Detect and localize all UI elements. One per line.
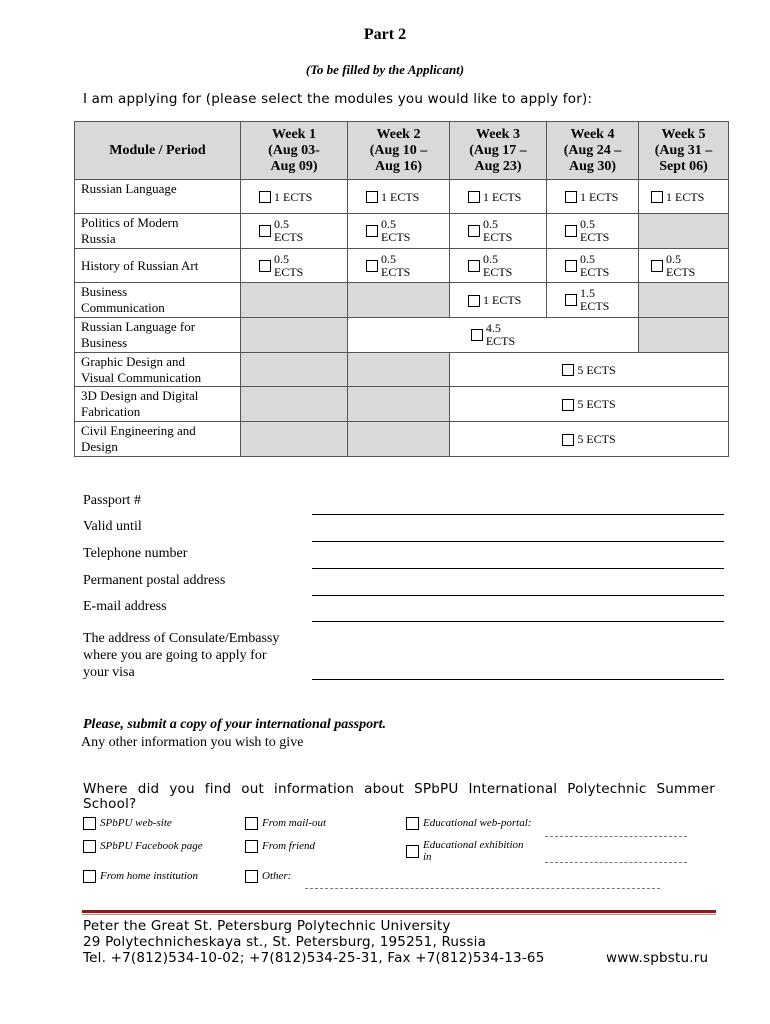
credit-label: 0.5 ECTS <box>381 217 411 244</box>
module-option <box>639 180 729 214</box>
option-home-institution[interactable]: From home institution <box>83 870 198 883</box>
unavailable-cell <box>241 422 348 457</box>
module-option <box>450 214 547 249</box>
credit-label: 0.5 ECTS <box>666 251 696 279</box>
telephone-field[interactable] <box>312 568 724 569</box>
header-week-2 <box>348 122 450 180</box>
option-friend[interactable]: From friend <box>245 840 315 853</box>
credit-label: 0.5 ECTS <box>483 251 513 279</box>
option-facebook[interactable]: SPbPU Facebook page <box>83 840 203 853</box>
module-name-line: Fabrication <box>81 404 141 419</box>
unavailable-cell <box>348 353 450 387</box>
module-name-line: Communication <box>81 300 165 315</box>
module-name-line: Civil Engineering and <box>81 423 196 438</box>
checkbox[interactable] <box>468 260 480 272</box>
module-option <box>547 283 639 318</box>
week-label: Week 2 <box>376 126 421 142</box>
option-mailout[interactable]: From mail-out <box>245 817 326 830</box>
credit-label: 0.5 ECTS <box>274 251 304 279</box>
header-module-period: Module / Period <box>75 122 241 180</box>
module-option <box>450 249 547 283</box>
week-label: Week 3 <box>476 126 520 142</box>
consulate-label: The address of Consulate/Embassy where you are going to apply for your visa <box>83 631 280 680</box>
module-option <box>241 249 348 283</box>
week-dates: Sept 06) <box>659 158 708 174</box>
credit-label: 1 ECTS <box>483 293 522 308</box>
checkbox[interactable] <box>259 191 271 203</box>
table-row <box>75 318 729 353</box>
checkbox[interactable] <box>562 434 574 446</box>
checkbox[interactable] <box>565 294 577 306</box>
module-option <box>450 353 729 387</box>
module-option <box>348 214 450 249</box>
credit-label: 0.5 ECTS <box>580 251 610 279</box>
week-dates: Aug 09) <box>270 158 318 174</box>
checkbox[interactable] <box>565 260 577 272</box>
module-name <box>75 353 241 387</box>
module-option <box>450 387 729 422</box>
checkbox[interactable] <box>83 840 96 853</box>
header-week-4 <box>547 122 639 180</box>
modules-table <box>74 121 729 457</box>
module-name <box>75 283 241 318</box>
unavailable-cell <box>639 318 729 353</box>
module-name-line: Russian Language for <box>81 319 196 334</box>
module-option <box>547 180 639 214</box>
module-name: Russian Language <box>75 180 241 214</box>
checkbox[interactable] <box>565 225 577 237</box>
week-dates: Aug 30) <box>568 158 617 174</box>
week-dates: (Aug 17 – <box>469 142 527 158</box>
passport-field[interactable] <box>312 514 724 515</box>
credit-label: 0.5 ECTS <box>381 251 411 279</box>
footer-university: Peter the Great St. Petersburg Polytechnic University <box>83 918 451 934</box>
checkbox[interactable] <box>259 225 271 237</box>
week-dates: Aug 16) <box>374 158 423 174</box>
checkbox[interactable] <box>406 845 419 858</box>
table-row <box>75 214 729 249</box>
checkbox[interactable] <box>651 191 663 203</box>
table-header-row <box>75 122 729 180</box>
unavailable-cell <box>241 283 348 318</box>
module-option <box>241 214 348 249</box>
credit-label: 1 ECTS <box>580 189 619 204</box>
module-name <box>75 422 241 457</box>
unavailable-cell <box>241 318 348 353</box>
credit-label: 1.5 ECTS <box>580 286 610 313</box>
option-other[interactable]: Other: <box>245 870 291 883</box>
module-option <box>348 180 450 214</box>
webportal-field[interactable] <box>545 836 687 837</box>
passport-copy-note: Please, submit a copy of your international passport. <box>83 717 386 732</box>
option-exhibition[interactable] <box>406 839 524 863</box>
checkbox[interactable] <box>366 260 378 272</box>
unavailable-cell <box>348 422 450 457</box>
footer-divider <box>82 910 716 913</box>
table-row <box>75 180 729 214</box>
credit-label: 4.5 ECTS <box>485 321 516 348</box>
checkbox[interactable] <box>562 364 574 376</box>
module-option <box>639 249 729 283</box>
exhibition-field[interactable] <box>545 862 687 863</box>
table-row <box>75 387 729 422</box>
exhibition-label: Educational exhibition in <box>423 839 524 863</box>
module-name <box>75 214 241 249</box>
week-dates: Aug 23) <box>474 158 522 174</box>
module-name <box>75 318 241 353</box>
credit-label: 5 ECTS <box>577 397 616 412</box>
unavailable-cell <box>241 387 348 422</box>
module-option <box>547 249 639 283</box>
table-row <box>75 283 729 318</box>
credit-label: 1 ECTS <box>483 189 522 204</box>
credit-label: 0.5 ECTS <box>274 217 304 244</box>
module-option <box>450 283 547 318</box>
credit-label: 0.5 ECTS <box>483 217 513 244</box>
checkbox[interactable] <box>366 225 378 237</box>
checkbox[interactable] <box>259 260 271 272</box>
header-week-5 <box>639 122 729 180</box>
module-name-line: Design <box>81 439 118 454</box>
source-question-cont: School? <box>83 796 137 812</box>
email-field[interactable] <box>312 621 724 622</box>
footer-address: 29 Polytechnicheskaya st., St. Petersburg, 195251, Russia <box>83 934 487 950</box>
checkbox[interactable] <box>366 191 378 203</box>
module-name-line: Business <box>81 284 128 299</box>
credit-label: 5 ECTS <box>577 362 616 377</box>
unavailable-cell <box>348 387 450 422</box>
unavailable-cell <box>639 283 729 318</box>
week-dates: (Aug 03- <box>268 142 320 158</box>
checkbox[interactable] <box>565 191 577 203</box>
credit-label: 0.5 ECTS <box>580 217 610 244</box>
checkbox[interactable] <box>83 817 96 830</box>
module-option <box>241 180 348 214</box>
other-field[interactable] <box>305 888 660 889</box>
header-week-1 <box>241 122 348 180</box>
checkbox[interactable] <box>245 870 258 883</box>
postal-address-field[interactable] <box>312 595 724 596</box>
unavailable-cell <box>241 353 348 387</box>
checkbox[interactable] <box>471 329 483 341</box>
table-row <box>75 353 729 387</box>
credit-label: 5 ECTS <box>577 432 616 447</box>
form-subtitle: (To be filled by the Applicant) <box>305 62 465 77</box>
telephone-label: Telephone number <box>83 546 188 561</box>
credit-label: 1 ECTS <box>381 189 420 204</box>
checkbox[interactable] <box>651 260 663 272</box>
option-webportal[interactable]: Educational web-portal: <box>406 817 531 830</box>
module-name <box>75 387 241 422</box>
credit-label: 1 ECTS <box>666 189 705 204</box>
postal-address-label: Permanent postal address <box>83 573 226 588</box>
other-info-label: Any other information you wish to give <box>81 735 304 750</box>
consulate-address-field[interactable] <box>312 679 724 680</box>
source-question: Where did you find out information about SPbPU International Polytechnic Summer <box>83 781 715 797</box>
passport-label: Passport # <box>83 493 141 508</box>
header-week-3 <box>450 122 547 180</box>
footer-phones: Tel. +7(812)534-10-02; +7(812)534-25-31, Fax +7(812)534-13-65 <box>83 950 545 966</box>
module-name: History of Russian Art <box>75 249 241 283</box>
week-dates: (Aug 24 – <box>563 142 622 158</box>
checkbox[interactable] <box>83 870 96 883</box>
week-label: Week 5 <box>661 126 706 142</box>
checkbox[interactable] <box>245 817 258 830</box>
module-option <box>450 180 547 214</box>
table-row <box>75 422 729 457</box>
checkbox[interactable] <box>406 817 419 830</box>
checkbox[interactable] <box>468 191 480 203</box>
checkbox[interactable] <box>245 840 258 853</box>
module-option <box>348 318 639 353</box>
module-option <box>348 249 450 283</box>
week-dates: (Aug 31 – <box>654 142 713 158</box>
module-name-line: Graphic Design and <box>81 354 185 369</box>
checkbox[interactable] <box>562 399 574 411</box>
module-name-line: Business <box>81 335 128 350</box>
part-title: Part 2 <box>363 26 407 43</box>
week-dates: (Aug 10 – <box>369 142 428 158</box>
email-label: E-mail address <box>83 599 167 614</box>
module-name-line: Politics of Modern <box>81 215 179 230</box>
footer-divider-thin <box>82 914 716 915</box>
checkbox[interactable] <box>468 225 480 237</box>
unavailable-cell <box>639 214 729 249</box>
module-option <box>450 422 729 457</box>
valid-until-field[interactable] <box>312 541 724 542</box>
footer-website[interactable]: www.spbstu.ru <box>606 950 709 966</box>
module-name-line: Russia <box>81 231 116 246</box>
checkbox[interactable] <box>468 295 480 307</box>
week-label: Week 4 <box>570 126 615 142</box>
option-website[interactable]: SPbPU web-site <box>83 817 172 830</box>
valid-until-label: Valid until <box>83 519 142 534</box>
table-row <box>75 249 729 283</box>
module-name-line: 3D Design and Digital <box>81 388 199 403</box>
unavailable-cell <box>348 283 450 318</box>
module-selection-intro: I am applying for (please select the modules you would like to apply for): <box>83 91 593 107</box>
week-label: Week 1 <box>272 126 316 142</box>
module-name-line: Visual Communication <box>81 370 202 385</box>
module-option <box>547 214 639 249</box>
credit-label: 1 ECTS <box>274 189 313 204</box>
